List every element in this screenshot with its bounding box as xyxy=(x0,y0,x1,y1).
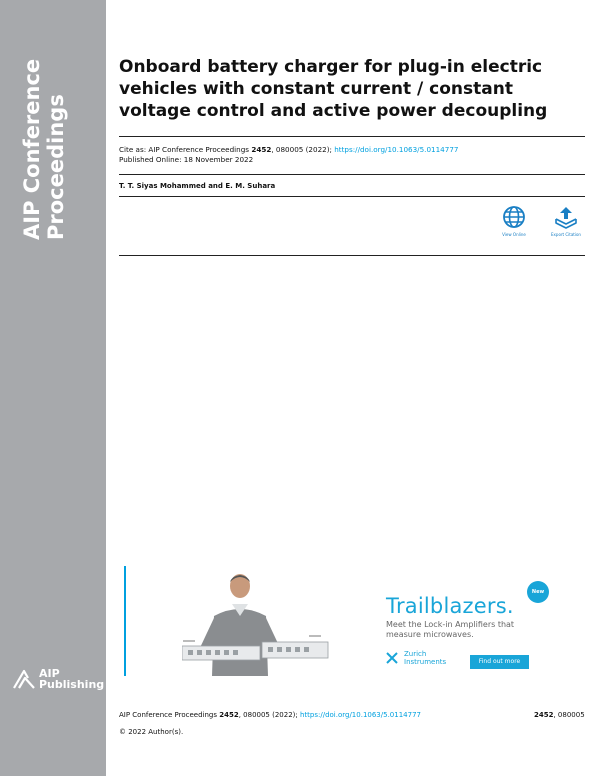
footer-volume: 2452 xyxy=(219,711,239,719)
find-out-more-button[interactable]: Find out more xyxy=(470,655,529,669)
view-online-button[interactable] xyxy=(494,205,534,237)
title-divider xyxy=(119,136,585,137)
footer-doi-link[interactable]: https://doi.org/10.1063/5.0114777 xyxy=(299,711,421,719)
author-divider xyxy=(119,196,585,197)
article-title-line1: Onboard battery charger for plug-in electric xyxy=(119,57,543,77)
ad-brand: Trailblazers. xyxy=(386,594,514,618)
footer-cite-suffix: , 080005 (2022); xyxy=(238,711,300,719)
cite-prefix: Cite as: AIP Conference Proceedings xyxy=(119,145,252,154)
aip-logo-icon xyxy=(12,668,36,690)
cite-divider xyxy=(119,174,585,175)
published-date: Published Online: 18 November 2022 xyxy=(119,155,254,164)
article-title xyxy=(119,56,589,122)
export-icon xyxy=(554,205,578,229)
citation-block xyxy=(119,145,458,165)
ad-person-illustration xyxy=(182,572,332,676)
company-line2: Instruments xyxy=(404,658,447,666)
article-title-line3: voltage control and active power decoupling xyxy=(119,101,548,121)
advertisement[interactable] xyxy=(124,566,564,676)
doi-link[interactable]: https://doi.org/10.1063/5.0114777 xyxy=(334,145,459,154)
export-citation-button[interactable] xyxy=(546,205,586,237)
ad-accent-line xyxy=(124,566,126,676)
ad-tagline-line2: measure microwaves. xyxy=(386,630,474,639)
cite-volume: 2452 xyxy=(251,145,272,154)
export-citation-label: Export Citation xyxy=(551,232,581,237)
zurich-x-icon xyxy=(386,652,398,664)
zurich-instruments-logo xyxy=(386,650,446,666)
view-online-label: View Online xyxy=(502,232,526,237)
author-list[interactable]: T. T. Siyas Mohammed and E. M. Suhara xyxy=(119,182,276,190)
journal-sidebar xyxy=(0,0,106,776)
publisher-line2: Publishing xyxy=(39,678,105,691)
footer-cite-prefix: AIP Conference Proceedings xyxy=(119,711,220,719)
publisher-line1: AIP xyxy=(39,667,60,680)
ad-new-badge: New xyxy=(527,581,549,603)
company-line1: Zurich xyxy=(404,650,427,658)
journal-title-line1: AIP Conference xyxy=(20,58,44,240)
footer-page-volume: 2452 xyxy=(534,711,554,719)
cite-suffix: , 080005 (2022); xyxy=(271,145,335,154)
ad-tagline-line1: Meet the Lock-in Amplifiers that xyxy=(386,620,515,629)
footer-page-article: , 080005 xyxy=(553,711,585,719)
publisher-logo[interactable] xyxy=(12,668,104,690)
journal-title-line2: Proceedings xyxy=(44,94,68,240)
article-title-line2: vehicles with constant current / constant xyxy=(119,79,513,99)
copyright: © 2022 Author(s). xyxy=(119,728,184,736)
header-divider xyxy=(119,255,585,256)
globe-icon xyxy=(502,205,526,229)
footer-page-number xyxy=(534,711,585,719)
footer-citation xyxy=(119,711,421,719)
journal-title xyxy=(20,0,68,240)
